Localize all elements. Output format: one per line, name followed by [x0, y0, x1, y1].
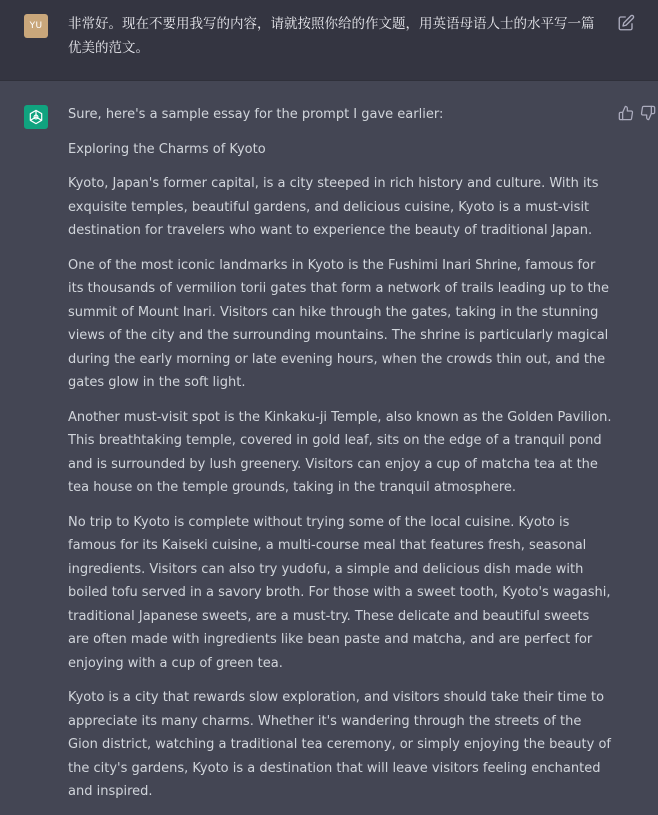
essay-title: Exploring the Charms of Kyoto — [68, 141, 266, 157]
assistant-message-row — [0, 81, 658, 800]
assistant-message-text — [68, 103, 612, 815]
essay-paragraph: Another must-visit spot is the Kinkaku-ji Temple, also known as the Golden Pavilion. This breathtaking temple, covered in gold leaf, sits on the edge of a tranquil pond and is surrounded by lush greenery. Visitors can enjoy a cup of matcha tea at the tea house on the temple grounds, taking in the tranquil atmosphere. — [68, 409, 612, 495]
essay-paragraph: Kyoto, Japan's former capital, is a city steeped in rich history and culture. With its exquisite temples, beautiful gardens, and delicious cuisine, Kyoto is a must-visit destination for travelers who want to experience the beauty of traditional Japan. — [68, 176, 599, 238]
essay-paragraph: No trip to Kyoto is complete without trying some of the local cuisine. Kyoto is famous for its Kaiseki cuisine, a multi-course meal that features fresh, seasonal ingredients. Visitors can also try yudofu, a simple and delicious dish made with boiled tofu served in a savory broth. For those with a sweet tooth, Kyoto's wagashi, traditional Japanese sweets, are a must-try. These delicate and beautiful sweets are often made with ingredients like bean paste and matcha, and are perfect for enjoying with a cup of green tea. — [68, 514, 611, 671]
message-intro: Sure, here's a sample essay for the prompt I gave earlier: — [68, 107, 444, 122]
user-message-row — [0, 0, 658, 81]
openai-logo-icon — [27, 108, 45, 126]
assistant-avatar — [24, 105, 48, 129]
thumbs-down-icon[interactable] — [640, 105, 656, 121]
edit-icon[interactable] — [617, 14, 635, 32]
thumbs-up-icon[interactable] — [618, 105, 634, 121]
user-message-text: 非常好。现在不要用我写的内容，请就按照你给的作文题，用英语母语人士的水平写一篇优美的范文。 — [68, 16, 595, 56]
user-avatar: YU — [24, 14, 48, 38]
essay-paragraph: Kyoto is a city that rewards slow exploration, and visitors should take their time to appreciate its many charms. Whether it's wandering through the streets of the Gion district, watching a traditional tea ceremony, or simply enjoying the beauty of the city's gardens, Kyoto is a destination that will leave visitors feeling enchanted and inspired. — [68, 690, 611, 799]
essay-paragraph: One of the most iconic landmarks in Kyoto is the Fushimi Inari Shrine, famous for its thousands of vermilion torii gates that form a network of trails leading up to the summit of Mount Inari. Visitors can hike through the gates, taking in the stunning views of the city and the surrounding mountains. The shrine is particularly magical during the early morning or late evening hours, when the crowds thin out, and the gates glow in the soft light. — [68, 257, 609, 390]
